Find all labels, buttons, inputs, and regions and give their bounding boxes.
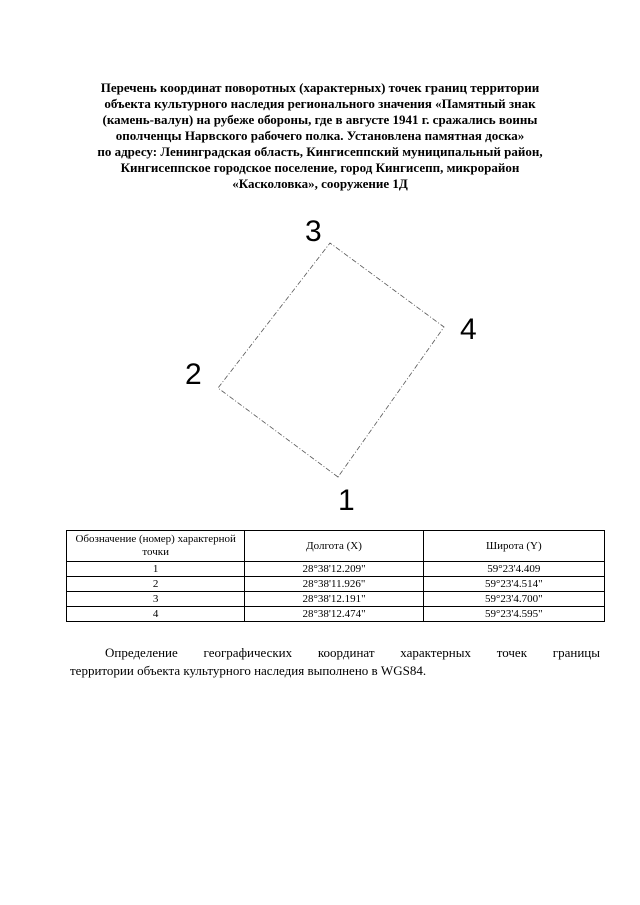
table-header-row <box>67 531 605 562</box>
coordinates-table <box>66 530 605 622</box>
cell-point: 2 <box>67 577 245 592</box>
cell-longitude: 28°38'12.209" <box>245 562 423 577</box>
table-row <box>67 562 605 577</box>
cell-longitude: 28°38'11.926" <box>245 577 423 592</box>
cell-point: 3 <box>67 592 245 607</box>
title-line: Кингисеппское городское поселение, город Кингисепп, микрорайон <box>120 160 520 175</box>
header-point-number: Обозначение (номер) характерной точки <box>67 531 245 562</box>
title-line: объекта культурного наследия регионального значения «Памятный знак <box>104 96 536 111</box>
cell-point: 4 <box>67 607 245 622</box>
cell-latitude: 59°23'4.700" <box>423 592 604 607</box>
table-row <box>67 607 605 622</box>
cell-latitude: 59°23'4.409 <box>423 562 604 577</box>
title-line: «Касколовка», сооружение 1Д <box>232 176 408 191</box>
cell-latitude: 59°23'4.514" <box>423 577 604 592</box>
cell-longitude: 28°38'12.474" <box>245 607 423 622</box>
cell-latitude: 59°23'4.595" <box>423 607 604 622</box>
point-label-1: 1 <box>338 484 355 517</box>
note-line: Определение географических координат характерных точек границы <box>105 645 600 660</box>
point-label-4: 4 <box>460 313 477 346</box>
title-line: по адресу: Ленинградская область, Кингисеппский муниципальный район, <box>97 144 543 159</box>
cell-point: 1 <box>67 562 245 577</box>
coordinate-system-note <box>70 644 600 680</box>
table-row <box>67 577 605 592</box>
header-longitude: Долгота (X) <box>245 531 423 562</box>
title-line: ополченцы Нарвского рабочего полка. Установлена памятная доска» <box>115 128 525 143</box>
title-line: (камень-валун) на рубеже обороны, где в августе 1941 г. сражались воины <box>102 112 538 127</box>
table-row <box>67 592 605 607</box>
point-label-2: 2 <box>185 358 202 391</box>
boundary-polygon <box>218 243 444 477</box>
header-latitude: Широта (Y) <box>423 531 604 562</box>
cell-longitude: 28°38'12.191" <box>245 592 423 607</box>
title-line: Перечень координат поворотных (характерных) точек границ территории <box>100 80 540 95</box>
point-label-3: 3 <box>305 215 322 248</box>
note-line: территории объекта культурного наследия выполнено в WGS84. <box>70 663 427 678</box>
